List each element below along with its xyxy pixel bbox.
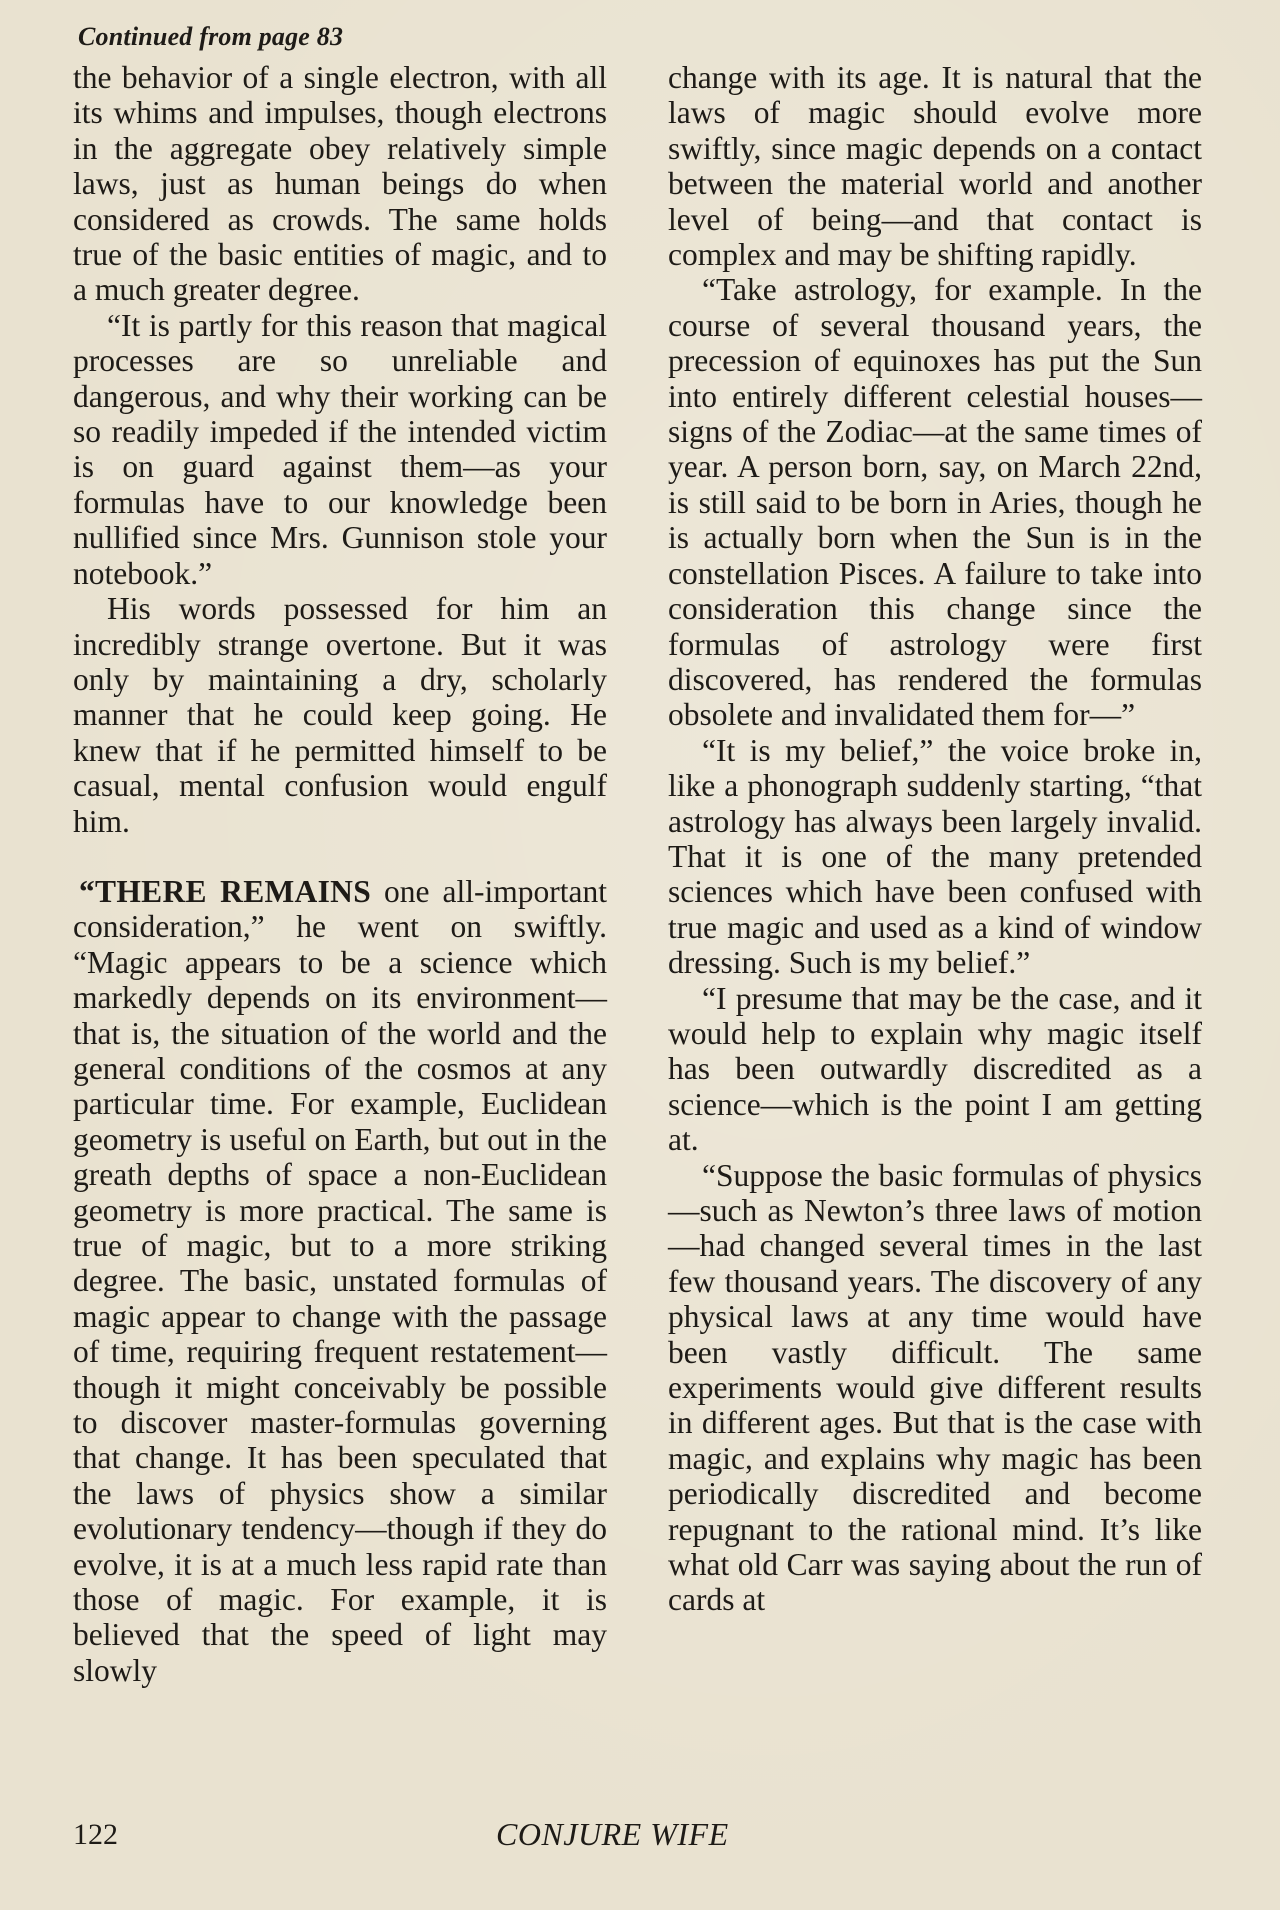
paragraph: change with its age. It is natural that the laws of magic should evolve more swiftly, since magic depends on a contact between the material world and another level of being—and that contact is complex and may be shifting rapidly. (668, 60, 1202, 273)
right-column (668, 60, 1202, 1618)
page-number: 122 (73, 1818, 118, 1851)
paragraph: “Suppose the basic formulas of physics—such as Newton’s three laws of motion—had changed several times in the last few thousand years. The discovery of any physical laws at any time would have been vastly difficult. The same experiments would give different results in different ages. But that is the case with magic, and explains why magic has been periodically discredited and become repugnant to the rational mind. It’s like what old Carr was saying about the run of cards at (668, 1157, 1202, 1618)
section-lead-in: “THERE REMAINS (79, 873, 372, 909)
paragraph: “Take astrology, for example. In the course of several thousand years, the precession of equinoxes has put the Sun into entirely different celestial houses—signs of the Zodiac—at the same times of year. A person born, say, on March 22nd, is still said to be born in Aries, though he is actually born when the Sun is in the constellation Pisces. A failure to take into consideration this change since the formulas of astrology were first discovered, has rendered the formulas obsolete and invalidated them for—” (668, 272, 1202, 733)
paragraph: “It is my belief,” the voice broke in, like a phonograph suddenly starting, “that astrology has always been largely invalid. That it is one of the many pretended sciences which have been confused with true magic and used as a kind of window dressing. Such is my belief.” (668, 732, 1202, 981)
left-column (73, 60, 607, 1688)
running-title: CONJURE WIFE (496, 1816, 729, 1852)
paragraph: “I presume that may be the case, and it would help to explain why magic itself has been outwardly discredited as a science—which is the point I am getting at. (668, 980, 1202, 1158)
continued-from-note: Continued from page 83 (78, 22, 344, 51)
paragraph: the behavior of a single electron, with all its whims and impulses, though electrons in the aggregate obey relatively simple laws, just as human beings do when considered as crowds. The same holds true of the basic entities of magic, and to a much greater degree. (73, 60, 607, 308)
paragraph: His words possessed for him an incredibly strange overtone. But it was only by maintaining a dry, scholarly manner that he could keep going. He knew that if he permitted himself to be casual, mental confusion would engulf him. (73, 591, 607, 839)
paragraph: “It is partly for this reason that magical processes are so unreliable and dangerous, and why their working can be so readily impeded if the intended victim is on guard against them—as your formulas have to our knowledge been nullified since Mrs. Gunnison stole your notebook.” (73, 307, 607, 591)
section-paragraph (73, 874, 607, 1688)
section-text: one all-important consideration,” he went on swiftly. “Magic appears to be a science which markedly depends on its environment—that is, the situation of the world and the general conditions of the cosmos at any particular time. For example, Euclidean geometry is useful on Earth, but out in the greath depths of space a non-Euclidean geometry is more practical. The same is true of magic, but to a more striking degree. The basic, unstated formulas of magic appear to change with the passage of time, requiring frequent restatement—though it might conceivably be possible to discover master-formulas governing that change. It has been speculated that the laws of physics show a similar evolutionary tendency—though if they do evolve, it is at a much less rapid rate than those of magic. For example, it is believed that the speed of light may slowly (73, 873, 607, 1688)
